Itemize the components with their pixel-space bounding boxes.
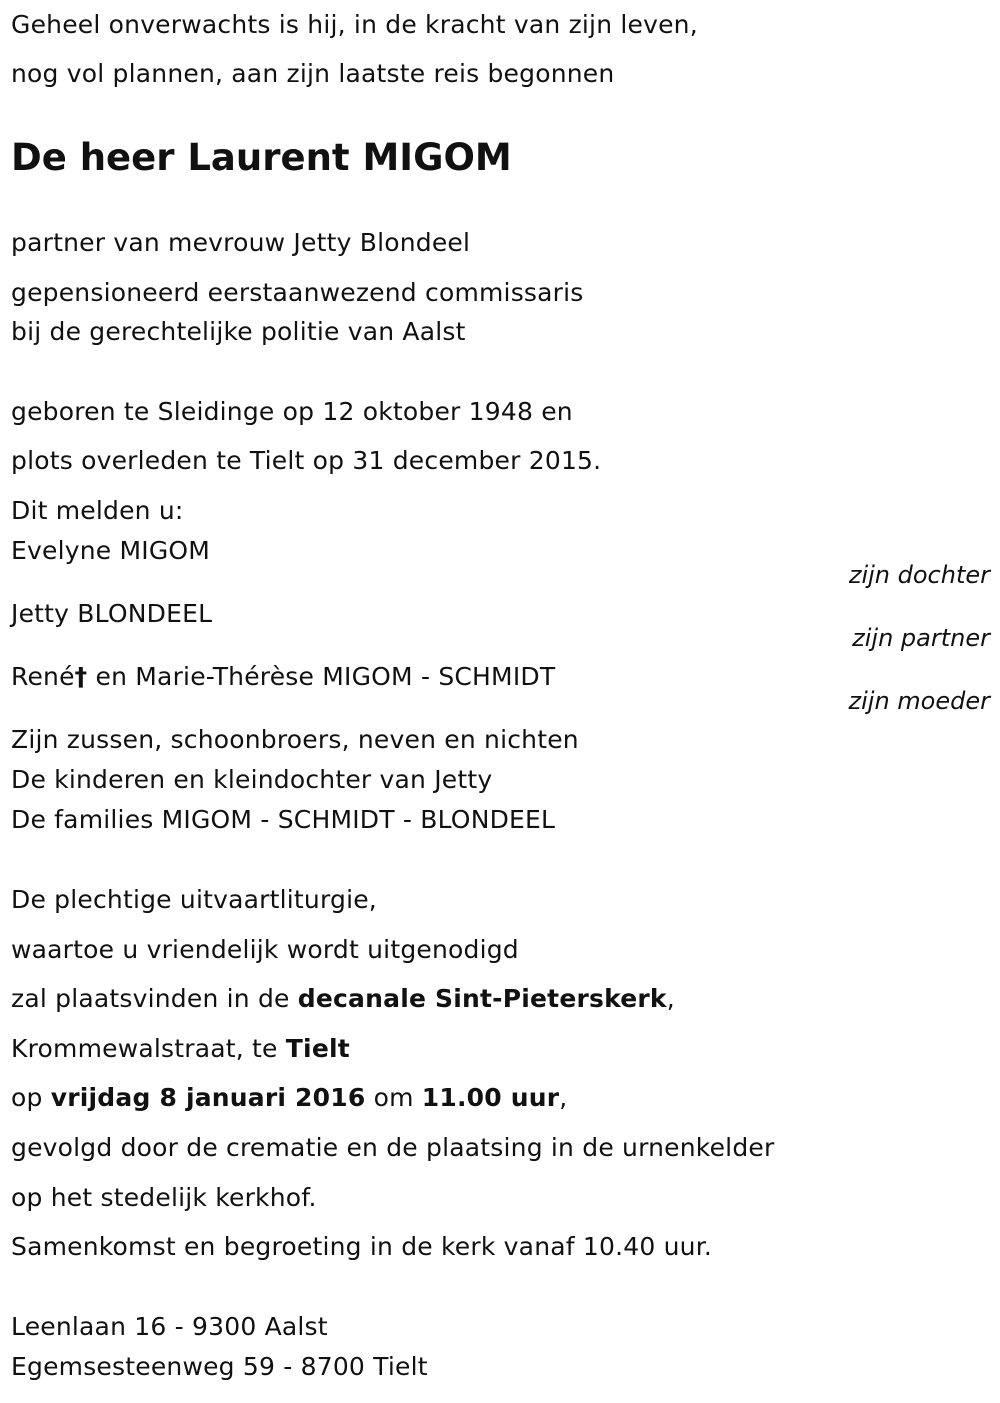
ceremony-line-5 <box>11 1083 567 1113</box>
ceremony-line-7: op het stedelijk kerkhof. <box>11 1183 317 1212</box>
town-name: Tielt <box>285 1034 350 1063</box>
ceremony-line-4 <box>11 1034 350 1064</box>
announcer-name-3 <box>11 662 555 692</box>
partner-line: partner van mevrouw Jetty Blondeel <box>11 228 471 257</box>
church-name: decanale Sint-Pieterskerk <box>297 984 667 1013</box>
ceremony-line-8: Samenkomst en begroeting in de kerk vanaf 10.40 uur. <box>11 1232 713 1261</box>
ceremony-date: vrijdag 8 januari 2016 <box>50 1083 366 1112</box>
announcer-role-1: zijn dochter <box>848 561 990 589</box>
ceremony-time: 11.00 uur <box>421 1083 560 1112</box>
born-line: geboren te Sleidinge op 12 oktober 1948 en <box>11 397 573 426</box>
address-line-1: Leenlaan 16 - 9300 Aalst <box>11 1312 328 1341</box>
ceremony-line-3 <box>11 984 675 1014</box>
ceremony-line-1: De plechtige uitvaartliturgie, <box>11 885 377 914</box>
announcers-heading: Dit melden u: <box>11 496 184 525</box>
job-line-1: gepensioneerd eerstaanwezend commissaris <box>11 278 584 307</box>
announcer-name-3-rest: en Marie-Thérèse MIGOM - SCHMIDT <box>87 662 556 691</box>
announcer-name-2: Jetty BLONDEEL <box>11 599 213 628</box>
ceremony-line-5-suffix: , <box>559 1083 568 1112</box>
cross-icon: † <box>74 662 88 691</box>
ceremony-line-2: waartoe u vriendelijk wordt uitgenodigd <box>11 935 519 964</box>
address-line-2: Egemsesteenweg 59 - 8700 Tielt <box>11 1352 428 1381</box>
died-line: plots overleden te Tielt op 31 december 2015. <box>11 446 602 475</box>
ceremony-line-6: gevolgd door de crematie en de plaatsing in de urnenkelder <box>11 1133 775 1162</box>
ceremony-line-5-mid: om <box>365 1083 422 1112</box>
intro-line-2: nog vol plannen, aan zijn laatste reis begonnen <box>11 59 615 88</box>
job-line-2: bij de gerechtelijke politie van Aalst <box>11 317 466 346</box>
ceremony-line-3-suffix: , <box>666 984 675 1013</box>
ceremony-line-3-prefix: zal plaatsvinden in de <box>11 984 298 1013</box>
announcer-name-3-first: René <box>11 662 75 691</box>
announcer-name-1: Evelyne MIGOM <box>11 536 211 565</box>
announcer-role-3: zijn moeder <box>848 687 990 715</box>
others-line-3: De families MIGOM - SCHMIDT - BLONDEEL <box>11 805 556 834</box>
announcer-role-2: zijn partner <box>852 624 990 652</box>
others-line-2: De kinderen en kleindochter van Jetty <box>11 765 493 794</box>
page-title: De heer Laurent MIGOM <box>11 136 512 179</box>
ceremony-line-4-prefix: Krommewalstraat, te <box>11 1034 286 1063</box>
others-line-1: Zijn zussen, schoonbroers, neven en nichten <box>11 725 579 754</box>
intro-line-1: Geheel onverwachts is hij, in de kracht van zijn leven, <box>11 10 698 39</box>
ceremony-line-5-prefix: op <box>11 1083 51 1112</box>
